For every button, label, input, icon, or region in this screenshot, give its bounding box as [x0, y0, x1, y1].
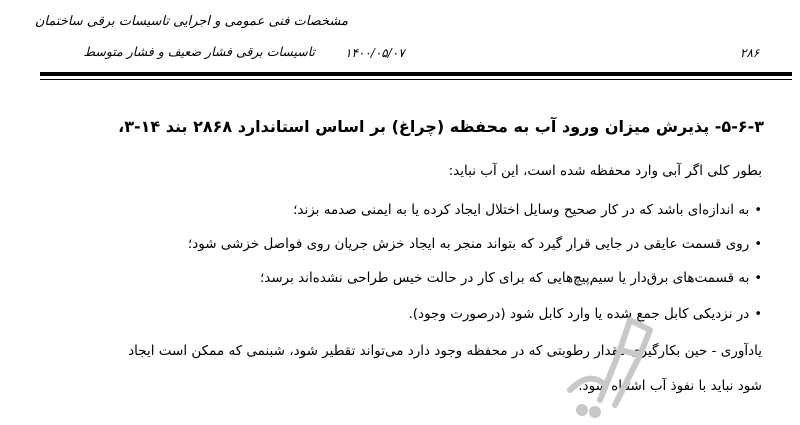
header-date: ۱۴۰۰/۰۵/۰۷	[345, 46, 405, 60]
bullet-item	[409, 306, 763, 322]
bullet-text: به قسمت‌های برق‌دار یا سیم‌پیچ‌هایی که برای کار در حالت خیس طراحی نشده‌اند برسد؛	[259, 270, 750, 286]
header-subtitle: تاسیسات برقی فشار ضعیف و فشار متوسط	[83, 44, 315, 59]
bullet-dot-icon: •	[754, 237, 762, 252]
header-divider-thin	[40, 79, 792, 80]
bullet-dot-icon: •	[754, 271, 762, 286]
section-intro: بطور کلی اگر آبی وارد محفظه شده است، این آب نباید:	[448, 163, 762, 179]
bullet-text: به اندازه‌ای باشد که در کار صحیح وسایل اختلال ایجاد کرده یا به ایمنی صدمه بزند؛	[293, 202, 750, 218]
bullet-item	[188, 236, 762, 252]
section-heading: ۵-۶-۳- پذیرش میزان ورود آب به محفظه (چراغ) بر اساس استاندارد ۲۸۶۸ بند ۱۴-۳،	[118, 117, 764, 136]
note-line-2: شود نباید با نفوذ آب اشتباه شود.	[578, 378, 762, 394]
bullet-text: در نزدیکی کابل جمع شده یا وارد کابل شود (درصورت وجود).	[408, 306, 750, 322]
bullet-dot-icon: •	[754, 203, 762, 218]
header-title: مشخصات فنی عمومی و اجرایی تاسیسات برقی ساختمان	[34, 14, 348, 29]
bullet-item	[260, 270, 762, 286]
note-line-1: یادآوری - حین بکارگیری مقدار رطوبتی که در محفظه وجود دارد می‌تواند تقطیر شود، شبنمی که ممکن است ایجاد	[128, 343, 762, 359]
page-number: ۲۸۶	[740, 46, 760, 60]
bullet-dot-icon: •	[754, 307, 762, 322]
header-divider-thick	[40, 72, 792, 76]
bullet-text: روی قسمت عایقی در جایی قرار گیرد که بتواند منجر به ایجاد خزش جریان روی فواصل خزشی شود؛	[187, 236, 750, 252]
bullet-item	[293, 202, 762, 218]
